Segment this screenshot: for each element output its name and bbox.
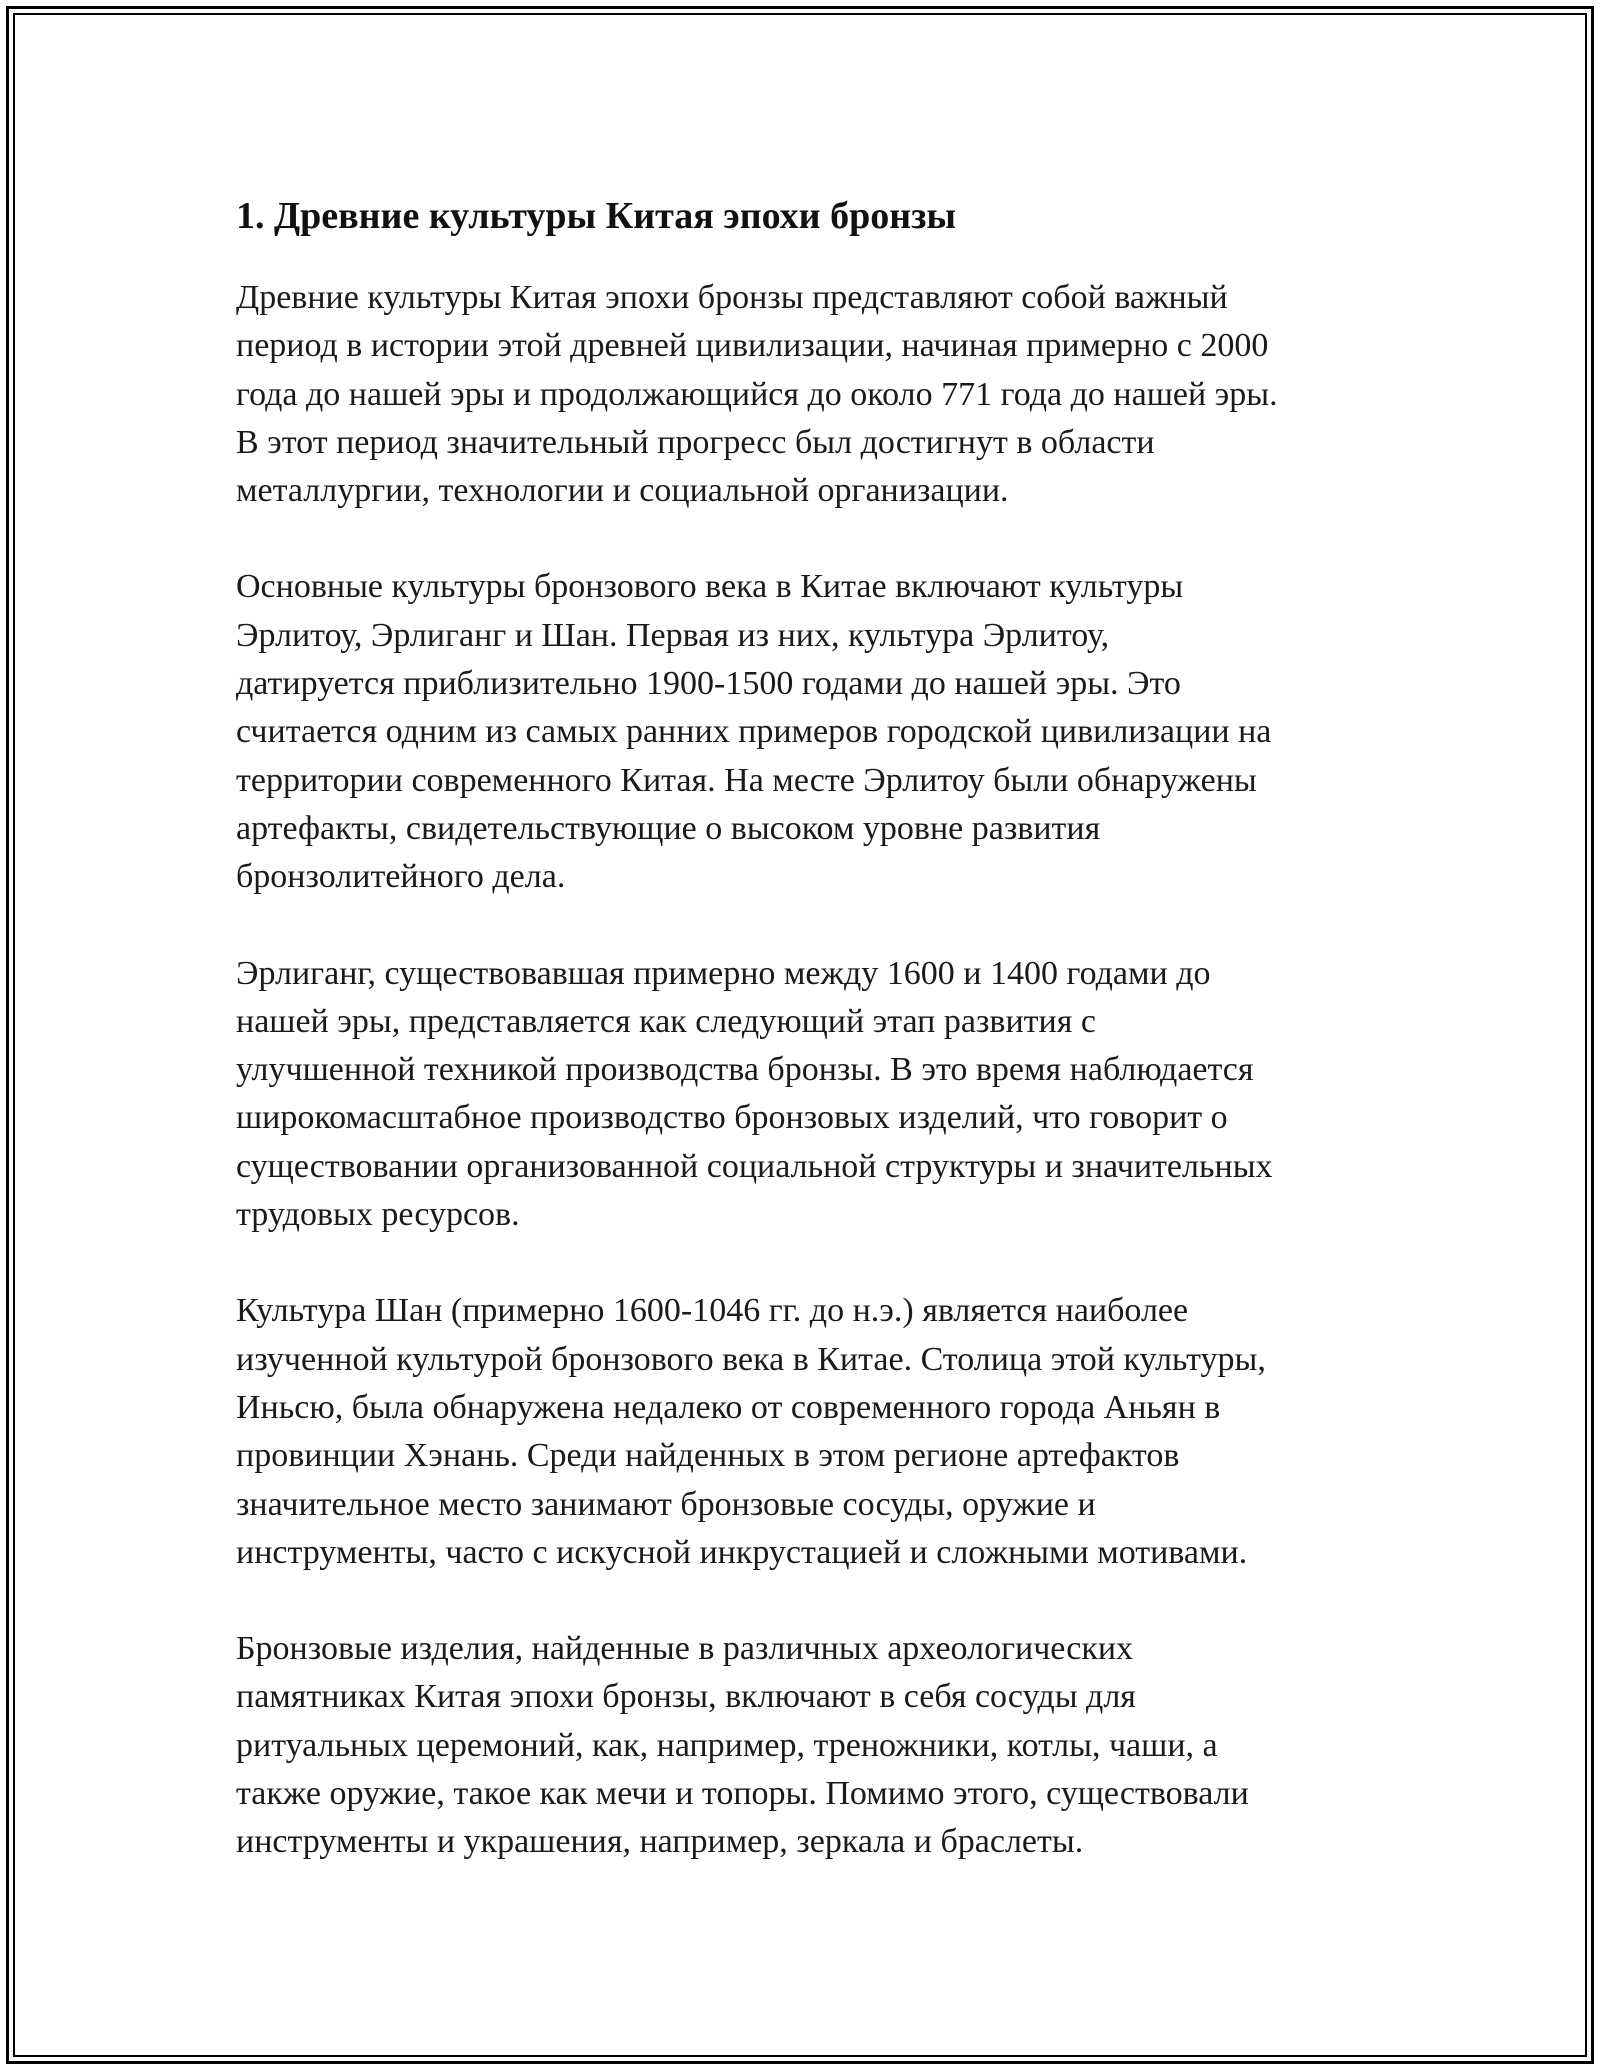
text-line: инструменты, часто с искусной инкрустацией и сложными мотивами. <box>236 1533 1248 1571</box>
text-line: территории современного Китая. На месте Эрлитоу были обнаружены <box>236 761 1257 799</box>
text-line: В этот период значительный прогресс был достигнут в области <box>236 423 1155 461</box>
text-line: Иньсю, была обнаружена недалеко от современного города Аньян в <box>236 1388 1221 1426</box>
text-line: датируется приблизительно 1900-1500 годами до нашей эры. Это <box>236 665 1181 703</box>
text-line: металлургии, технологии и социальной организации. <box>236 472 1009 510</box>
text-line: изученной культурой бронзового века в Китае. Столица этой культуры, <box>236 1340 1266 1378</box>
text-line: Древние культуры Китая эпохи бронзы представляют собой важный <box>236 279 1228 316</box>
text-line: существовании организованной социальной структуры и значительных <box>236 1147 1273 1185</box>
document-body <box>236 186 1376 1867</box>
text-line: трудовых ресурсов. <box>236 1196 520 1234</box>
text-line: провинции Хэнань. Среди найденных в этом регионе артефактов <box>236 1437 1180 1475</box>
text-line: улучшенной техникой производства бронзы. В это время наблюдается <box>236 1051 1254 1089</box>
text-line: Культура Шан (примерно 1600-1046 гг. до н.э.) является наиболее <box>236 1292 1189 1330</box>
page-title: 1. Древние культуры Китая эпохи бронзы <box>236 195 957 237</box>
paragraph-intro <box>236 274 1376 515</box>
text-line: период в истории этой древней цивилизации, начиная примерно с 2000 <box>236 327 1269 365</box>
text-line: года до нашей эры и продолжающийся до около 771 года до нашей эры. <box>236 375 1278 413</box>
paragraph-erlitou <box>236 563 1376 901</box>
text-line: Эрлиганг, существовавшая примерно между 1600 и 1400 годами до <box>236 954 1211 992</box>
text-line: инструменты и украшения, например, зеркала и браслеты. <box>236 1823 1084 1861</box>
text-line: ритуальных церемоний, как, например, треножники, котлы, чаши, а <box>236 1726 1218 1764</box>
text-line: нашей эры, представляется как следующий этап развития с <box>236 1002 1096 1040</box>
text-line: значительное место занимают бронзовые сосуды, оружие и <box>236 1485 1096 1523</box>
text-line: считается одним из самых ранних примеров городской цивилизации на <box>236 713 1272 751</box>
text-line: также оружие, такое как мечи и топоры. Помимо этого, существовали <box>236 1775 1249 1813</box>
paragraph-shang <box>236 1287 1376 1577</box>
text-line: бронзолитейного дела. <box>236 858 566 896</box>
text-line: Основные культуры бронзового века в Китае включают культуры <box>236 568 1184 606</box>
text-line: памятниках Китая эпохи бронзы, включают в себя сосуды для <box>236 1678 1136 1716</box>
paragraph-erligang <box>236 950 1376 1240</box>
text-line: артефакты, свидетельствующие о высоком уровне развития <box>236 809 1101 847</box>
paragraph-bronze-items <box>236 1625 1376 1866</box>
text-line: широкомасштабное производство бронзовых изделий, что говорит о <box>236 1099 1228 1137</box>
text-line: Бронзовые изделия, найденные в различных археологических <box>236 1630 1134 1668</box>
text-line: Эрлитоу, Эрлиганг и Шан. Первая из них, культура Эрлитоу, <box>236 616 1110 654</box>
